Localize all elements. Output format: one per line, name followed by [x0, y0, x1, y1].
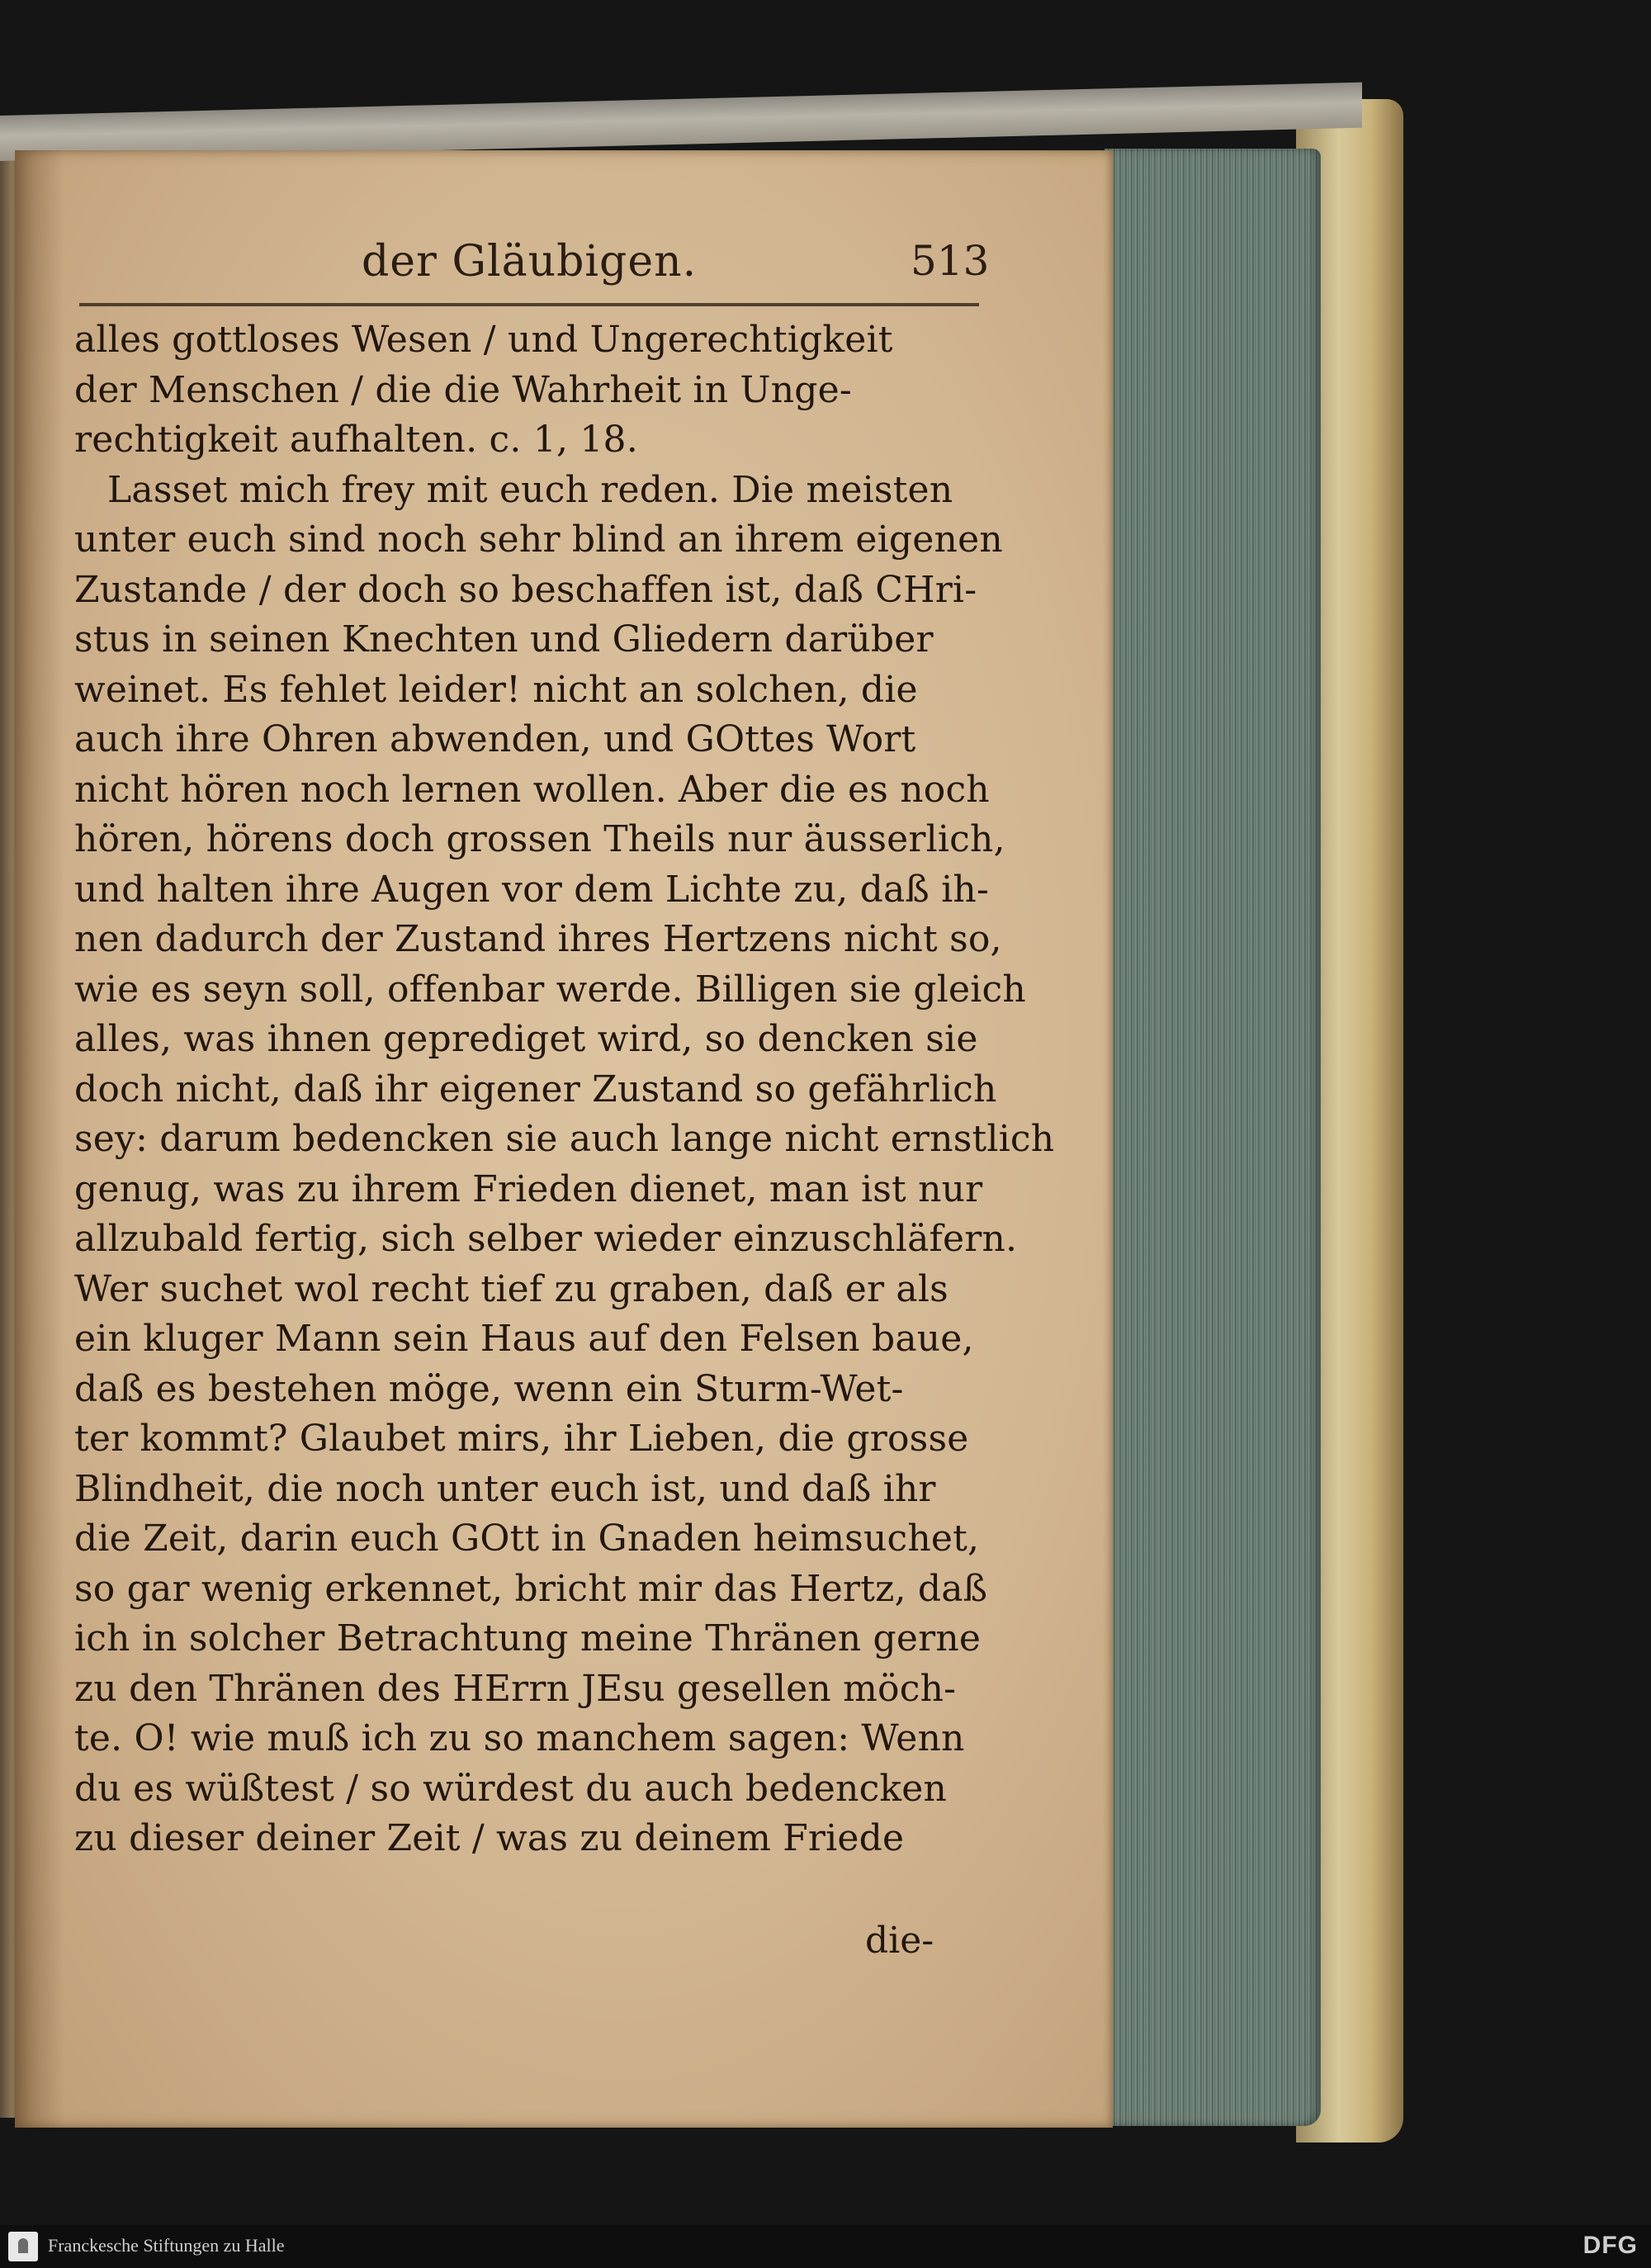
page-number: 513	[911, 237, 990, 285]
text-line: Zustande / der doch so beschaffen ist, daß CHri-	[74, 568, 977, 611]
text-line: weinet. Es fehlet leider! nicht an solchen, die	[74, 668, 918, 711]
text-line: daß es bestehen möge, wenn ein Sturm-Wet-	[74, 1367, 904, 1410]
institution-logo-icon	[8, 2232, 38, 2261]
text-line: genug, was zu ihrem Frieden dienet, man ist nur	[74, 1167, 983, 1210]
text-line: zu den Thränen des HErrn JEsu gesellen möch-	[74, 1667, 957, 1710]
text-line: ter kommt? Glaubet mirs, ihr Lieben, die grosse	[74, 1418, 969, 1460]
text-line: stus in seinen Knechten und Gliedern darüber	[74, 618, 934, 661]
text-line: te. O! wie muß ich zu so manchem sagen: Wenn	[74, 1717, 965, 1759]
catchword: die-	[865, 1920, 934, 1962]
text-line: doch nicht, daß ihr eigener Zustand so gefährlich	[74, 1068, 997, 1110]
text-line: so gar wenig erkennet, bricht mir das Hertz, daß	[74, 1567, 988, 1610]
text-line: allzubald fertig, sich selber wieder einzuschläfern.	[74, 1218, 1018, 1260]
text-line: sey: darum bedencken sie auch lange nicht ernstlich	[74, 1118, 1055, 1160]
header-rule	[79, 303, 979, 306]
text-line: nicht hören noch lernen wollen. Aber die es noch	[74, 768, 990, 811]
text-line: auch ihre Ohren abwenden, und GOttes Wort	[74, 718, 916, 760]
text-line: unter euch sind noch sehr blind an ihrem eigenen	[74, 518, 1003, 561]
text-line: hören, hörens doch grossen Theils nur äusserlich,	[74, 818, 1005, 860]
page-block-edge	[1105, 149, 1321, 2126]
text-line: nen dadurch der Zustand ihres Hertzens nicht so,	[74, 918, 1002, 960]
text-line: wie es seyn soll, offenbar werde. Billigen sie gleich	[74, 968, 1026, 1011]
text-line: ein kluger Mann sein Haus auf den Felsen baue,	[74, 1318, 974, 1360]
text-line: alles, was ihnen geprediget wird, so dencken sie	[74, 1018, 978, 1060]
running-head: der Gläubigen.	[362, 237, 698, 286]
text-line: alles gottloses Wesen / und Ungerechtigkeit	[74, 319, 893, 361]
text-line: Lasset mich frey mit euch reden. Die meisten	[107, 468, 953, 511]
viewer-footer	[0, 2225, 1651, 2268]
dfg-logo: DFG	[1582, 2232, 1638, 2259]
book-page	[15, 150, 1113, 2128]
text-line: der Menschen / die die Wahrheit in Unge-	[74, 368, 852, 411]
text-line: Blindheit, die noch unter euch ist, und daß ihr	[74, 1467, 936, 1510]
text-line: und halten ihre Augen vor dem Lichte zu, daß ih-	[74, 868, 990, 911]
text-line: rechtigkeit aufhalten. c. 1, 18.	[74, 419, 638, 461]
text-line: du es wüßtest / so würdest du auch bedencken	[74, 1767, 948, 1810]
page-gutter-shadow	[15, 150, 64, 2128]
text-line: zu dieser deiner Zeit / was zu deinem Friede	[74, 1817, 905, 1859]
text-line: die Zeit, darin euch GOtt in Gnaden heimsuchet,	[74, 1518, 980, 1560]
institution-name: Franckesche Stiftungen zu Halle	[48, 2235, 285, 2256]
text-line: ich in solcher Betrachtung meine Thränen gerne	[74, 1617, 982, 1660]
body-text	[74, 315, 1055, 1864]
text-line: Wer suchet wol recht tief zu graben, daß er als	[74, 1267, 948, 1310]
